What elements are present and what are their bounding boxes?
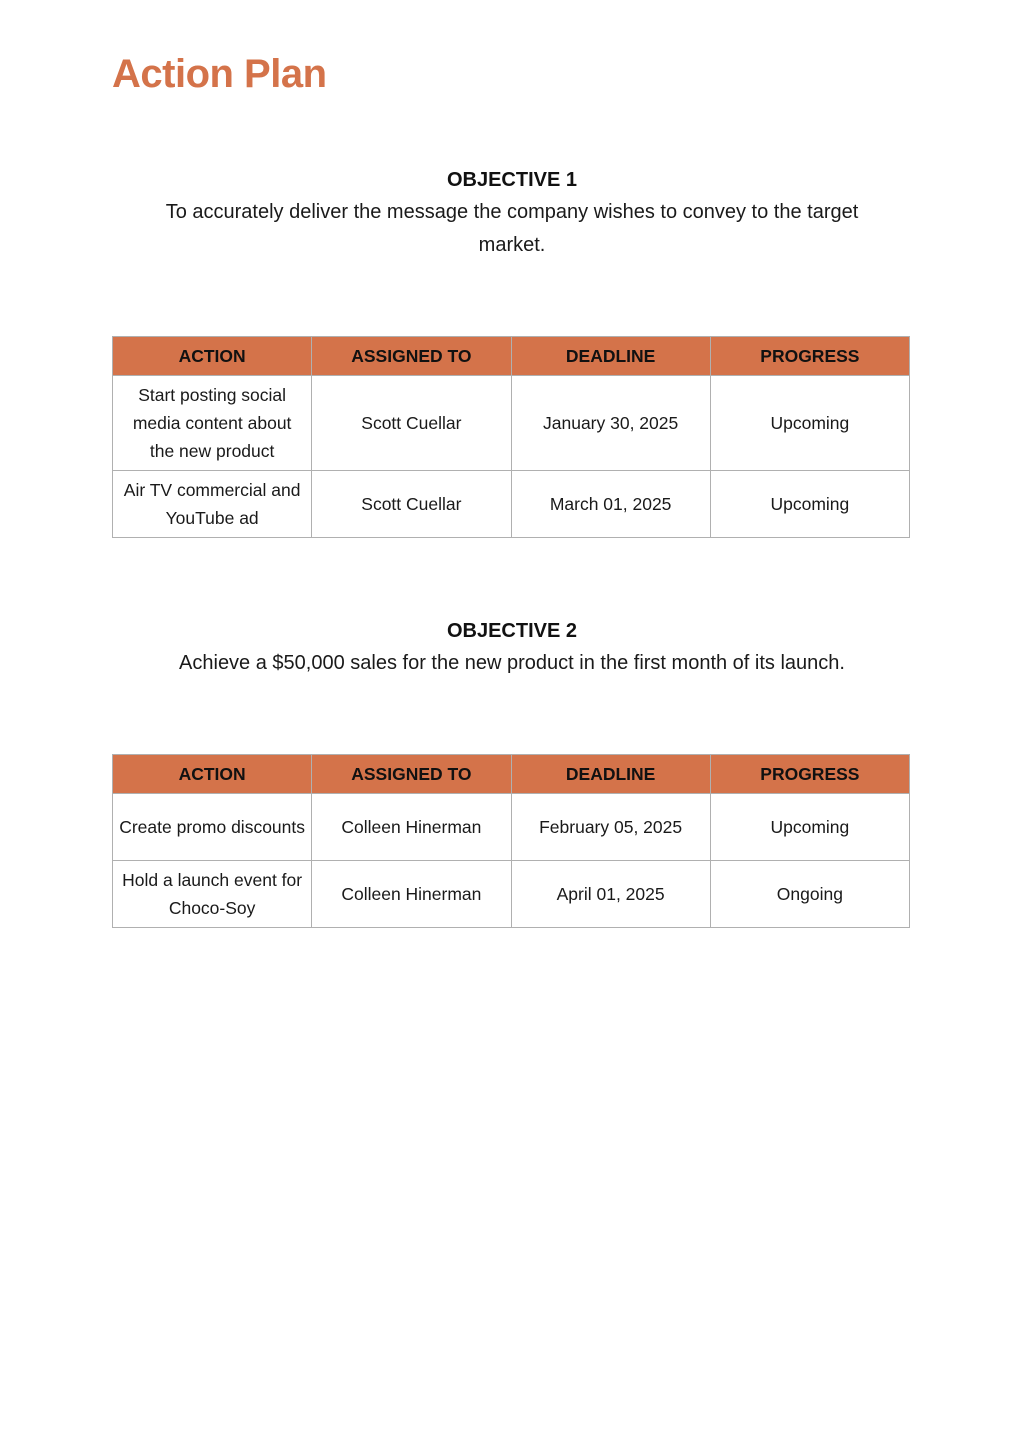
table-header-row bbox=[113, 337, 910, 376]
objective-2-text: Achieve a $50,000 sales for the new product in the first month of its launch. bbox=[179, 652, 845, 674]
table-row bbox=[113, 471, 910, 538]
table-row bbox=[113, 861, 910, 928]
cell-action: Air TV commercial and YouTube ad bbox=[113, 471, 312, 538]
cell-assigned-to: Scott Cuellar bbox=[312, 471, 511, 538]
objective-1-heading: OBJECTIVE 1 bbox=[446, 169, 578, 191]
column-header-progress: PROGRESS bbox=[710, 337, 909, 376]
column-header-deadline: DEADLINE bbox=[511, 337, 710, 376]
cell-action: Create promo discounts bbox=[113, 794, 312, 861]
cell-deadline: February 05, 2025 bbox=[511, 794, 710, 861]
cell-deadline: April 01, 2025 bbox=[511, 861, 710, 928]
cell-action: Hold a launch event for Choco-Soy bbox=[113, 861, 312, 928]
action-table-1 bbox=[112, 336, 910, 538]
action-table-2 bbox=[112, 754, 910, 928]
cell-progress: Ongoing bbox=[710, 861, 909, 928]
cell-deadline: January 30, 2025 bbox=[511, 376, 710, 471]
table-row bbox=[113, 794, 910, 861]
table-row bbox=[113, 376, 910, 471]
cell-progress: Upcoming bbox=[710, 376, 909, 471]
page-title: Action Plan bbox=[112, 52, 327, 96]
objective-1-text: To accurately deliver the message the company wishes to convey to the target market. bbox=[165, 201, 859, 256]
column-header-assigned-to: ASSIGNED TO bbox=[312, 337, 511, 376]
objective-2-heading: OBJECTIVE 2 bbox=[446, 620, 578, 642]
objective-2-section bbox=[112, 617, 912, 680]
cell-assigned-to: Colleen Hinerman bbox=[312, 861, 511, 928]
cell-assigned-to: Scott Cuellar bbox=[312, 376, 511, 471]
cell-progress: Upcoming bbox=[710, 471, 909, 538]
column-header-deadline: DEADLINE bbox=[511, 755, 710, 794]
objective-1-section bbox=[112, 166, 912, 262]
cell-deadline: March 01, 2025 bbox=[511, 471, 710, 538]
column-header-progress: PROGRESS bbox=[710, 755, 909, 794]
cell-assigned-to: Colleen Hinerman bbox=[312, 794, 511, 861]
cell-action: Start posting social media content about the new product bbox=[113, 376, 312, 471]
column-header-assigned-to: ASSIGNED TO bbox=[312, 755, 511, 794]
table-header-row bbox=[113, 755, 910, 794]
column-header-action: ACTION bbox=[113, 755, 312, 794]
column-header-action: ACTION bbox=[113, 337, 312, 376]
cell-progress: Upcoming bbox=[710, 794, 909, 861]
